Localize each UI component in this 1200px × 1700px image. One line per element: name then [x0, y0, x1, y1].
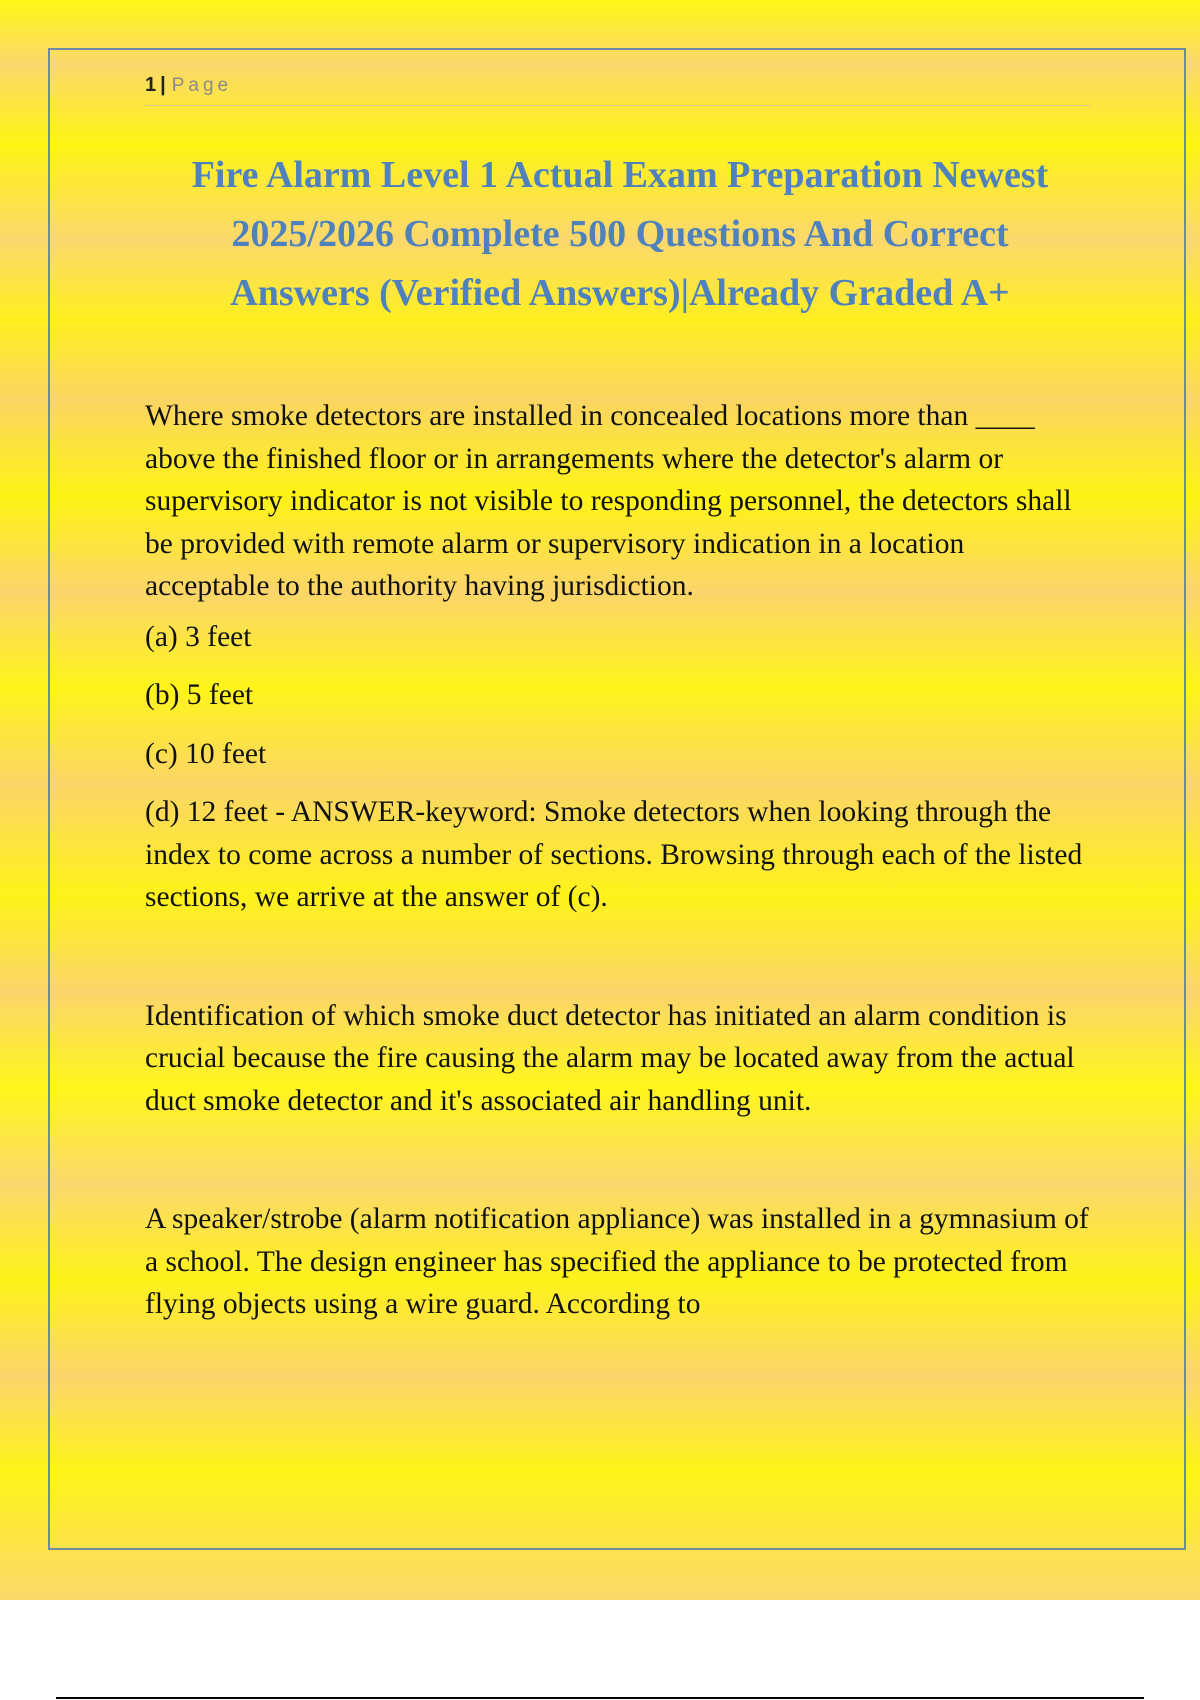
- question-1-option-c: (c) 10 feet: [145, 737, 267, 770]
- question-1-option-b: (b) 5 feet: [145, 679, 254, 711]
- document-body: [145, 395, 1095, 1326]
- title-line-3: Answers (Verified Answers)|Already Graded A+: [230, 272, 1010, 314]
- title-line-1: Fire Alarm Level 1 Actual Exam Preparation Newest: [191, 154, 1049, 196]
- page-number: 1: [145, 74, 157, 96]
- page-number-header: [145, 74, 232, 97]
- page-separator: |: [160, 74, 166, 96]
- document-title: [140, 146, 1100, 323]
- question-1-option-a: (a) 3 feet: [145, 620, 252, 653]
- question-1-answer: (d) 12 feet - ANSWER-keyword: Smoke detectors when looking through the index to come across a number of sections. Browsing through each of the listed sections, we arrive at the answer of (c).: [145, 796, 1083, 913]
- header-divider: [145, 105, 1090, 106]
- footer-divider: [56, 1697, 1144, 1699]
- question-2-text: Identification of which smoke duct detector has initiated an alarm condition is crucial because the fire causing the alarm may be located away from the actual duct smoke detector and it's associated air handling unit.: [145, 999, 1075, 1117]
- title-line-2: 2025/2026 Complete 500 Questions And Correct: [231, 213, 1009, 255]
- page-word: Page: [171, 75, 233, 96]
- question-3-text: A speaker/strobe (alarm notification appliance) was installed in a gymnasium of a school. The design engineer has specified the appliance to be protected from flying objects using a wire guard. According to: [145, 1203, 1089, 1320]
- question-1-text: Where smoke detectors are installed in concealed locations more than ____ above the finished floor or in arrangements where the detector's alarm or supervisory indicator is not visible to responding personnel, the detectors shall be provided with remote alarm or supervisory indication in a location acceptable to the authority having jurisdiction.: [145, 400, 1072, 602]
